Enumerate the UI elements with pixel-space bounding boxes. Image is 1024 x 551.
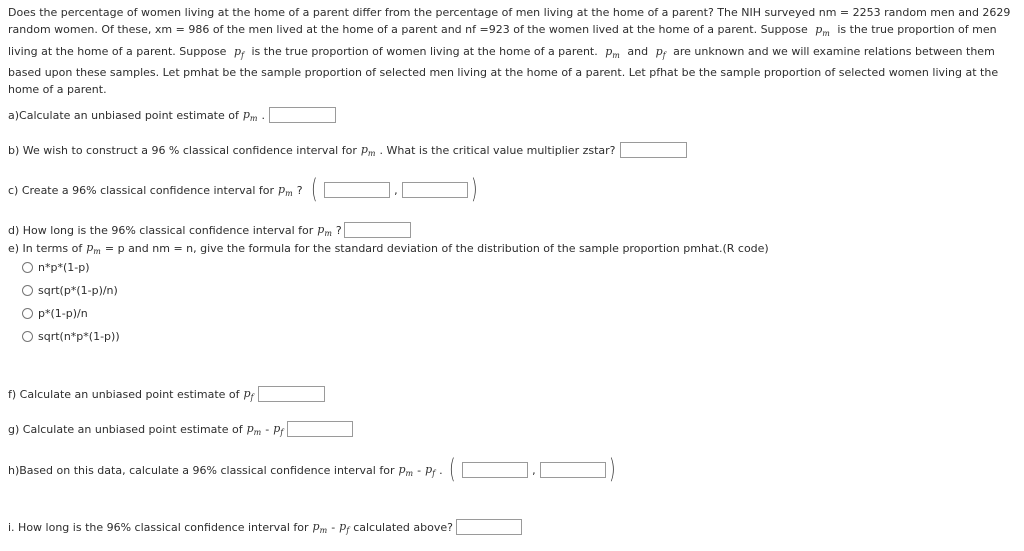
question-f — [8, 386, 325, 402]
radio-button[interactable] — [22, 262, 33, 273]
pf-symbol: $p_f$ — [339, 519, 350, 535]
pm-symbol: $p_m$ — [86, 241, 101, 256]
question-f-label: f) Calculate an unbiased point estimate of — [8, 387, 240, 401]
question-h: h)Based on this data, calculate a 96% classical confidence interval for $p_m$ - $p_f$ . ( , ) — [8, 454, 616, 485]
pm-symbol: $p_m$ — [278, 182, 293, 198]
pf-symbol: $p_f$ — [655, 44, 666, 60]
question-e-label: e) In terms of — [8, 242, 83, 255]
pf-symbol: $p_f$ — [233, 44, 244, 60]
answer-f-input[interactable] — [258, 386, 325, 402]
pf-symbol: $p_f$ — [243, 386, 254, 402]
pm-symbol: $p_m$ — [242, 107, 258, 123]
question-a: a)Calculate an unbiased point estimate of $p_m$ . — [8, 107, 336, 123]
pf-symbol: $p_f$ — [425, 462, 436, 478]
option-e-3[interactable]: p*(1-p)/n — [22, 307, 88, 320]
question-i: i. How long is the 96% classical confidence interval for $p_m$ - $p_f$ calculated above? — [8, 519, 522, 535]
left-paren-icon: ( — [310, 174, 317, 205]
pm-symbol: $p_m$ — [815, 23, 830, 39]
right-paren-icon: ) — [470, 174, 478, 205]
question-g: g) Calculate an unbiased point estimate of $p_m$ - $p_f$ — [8, 421, 353, 437]
pf-symbol: $p_f$ — [273, 421, 284, 437]
question-h-label: h)Based on this data, calculate a 96% classical confidence interval for — [8, 463, 395, 477]
pm-symbol: $p_m$ — [246, 421, 262, 437]
question-b-label: b) We wish to construct a 96 % classical confidence interval for — [8, 143, 357, 157]
answer-d-input[interactable] — [344, 222, 411, 238]
answer-i-input[interactable] — [456, 519, 522, 535]
pm-symbol: $p_m$ — [317, 222, 332, 238]
answer-c-upper-input[interactable] — [402, 182, 468, 198]
option-e-2[interactable]: sqrt(p*(1-p)/n) — [22, 284, 118, 297]
answer-h-lower-input[interactable] — [462, 462, 528, 478]
pm-symbol: $p_m$ — [605, 44, 620, 60]
question-b: b) We wish to construct a 96 % classical confidence interval for $p_m$ . What is the critical value multiplier zstar? — [8, 142, 687, 158]
question-c: c) Create a 96% classical confidence interval for $p_m$ ? ( , ) — [8, 174, 478, 205]
right-paren-icon: ) — [608, 454, 616, 485]
radio-button[interactable] — [22, 331, 33, 342]
question-c-label: c) Create a 96% classical confidence interval for — [8, 183, 275, 197]
answer-g-input[interactable] — [287, 421, 353, 437]
answer-h-upper-input[interactable] — [540, 462, 606, 478]
left-paren-icon: ( — [448, 454, 456, 485]
answer-a-input[interactable] — [269, 107, 336, 123]
question-e: e) In terms of $p_m$ = p and nm = n, give the formula for the standard deviation of the distribution of the sample proportion pmhat.(R code) — [8, 241, 769, 256]
problem-statement: Does the percentage of women living at the home of a parent differ from the percentage of men living at the home of a parent? The NIH surveyed nm = 2253 random men and 2629 random women. Of these, xm = 986 of the men lived at the home of a parent and nf =923 of the women lived at the home of a parent. Suppose $p_m$ is the true proportion of men living at the home of a parent. Suppose $p_f$ is the true proportion of women living at the home of a parent. $p_m$ and $p_f$ are unknown and we will examine relations between them based upon these samples. Let pmhat be the sample proportion of selected men living at the home of a parent. Let pfhat be the sample proportion of selected women living at the home of a parent. — [8, 6, 1011, 97]
radio-button[interactable] — [22, 285, 33, 296]
pm-symbol: $p_m$ — [360, 142, 376, 158]
answer-b-input[interactable] — [620, 142, 687, 158]
pm-symbol: $p_m$ — [312, 519, 328, 535]
pm-symbol: $p_m$ — [398, 462, 414, 478]
question-d: d) How long is the 96% classical confidence interval for $p_m$ ? — [8, 222, 411, 238]
option-e-4[interactable]: sqrt(n*p*(1-p)) — [22, 330, 120, 343]
answer-c-lower-input[interactable] — [324, 182, 390, 198]
question-d-label: d) How long is the 96% classical confidence interval for — [8, 223, 314, 237]
radio-button[interactable] — [22, 308, 33, 319]
question-i-label: i. How long is the 96% classical confidence interval for — [8, 520, 309, 534]
question-a-label: a)Calculate an unbiased point estimate of — [8, 108, 239, 122]
option-e-1[interactable]: n*p*(1-p) — [22, 261, 90, 274]
question-g-label: g) Calculate an unbiased point estimate of — [8, 422, 243, 436]
